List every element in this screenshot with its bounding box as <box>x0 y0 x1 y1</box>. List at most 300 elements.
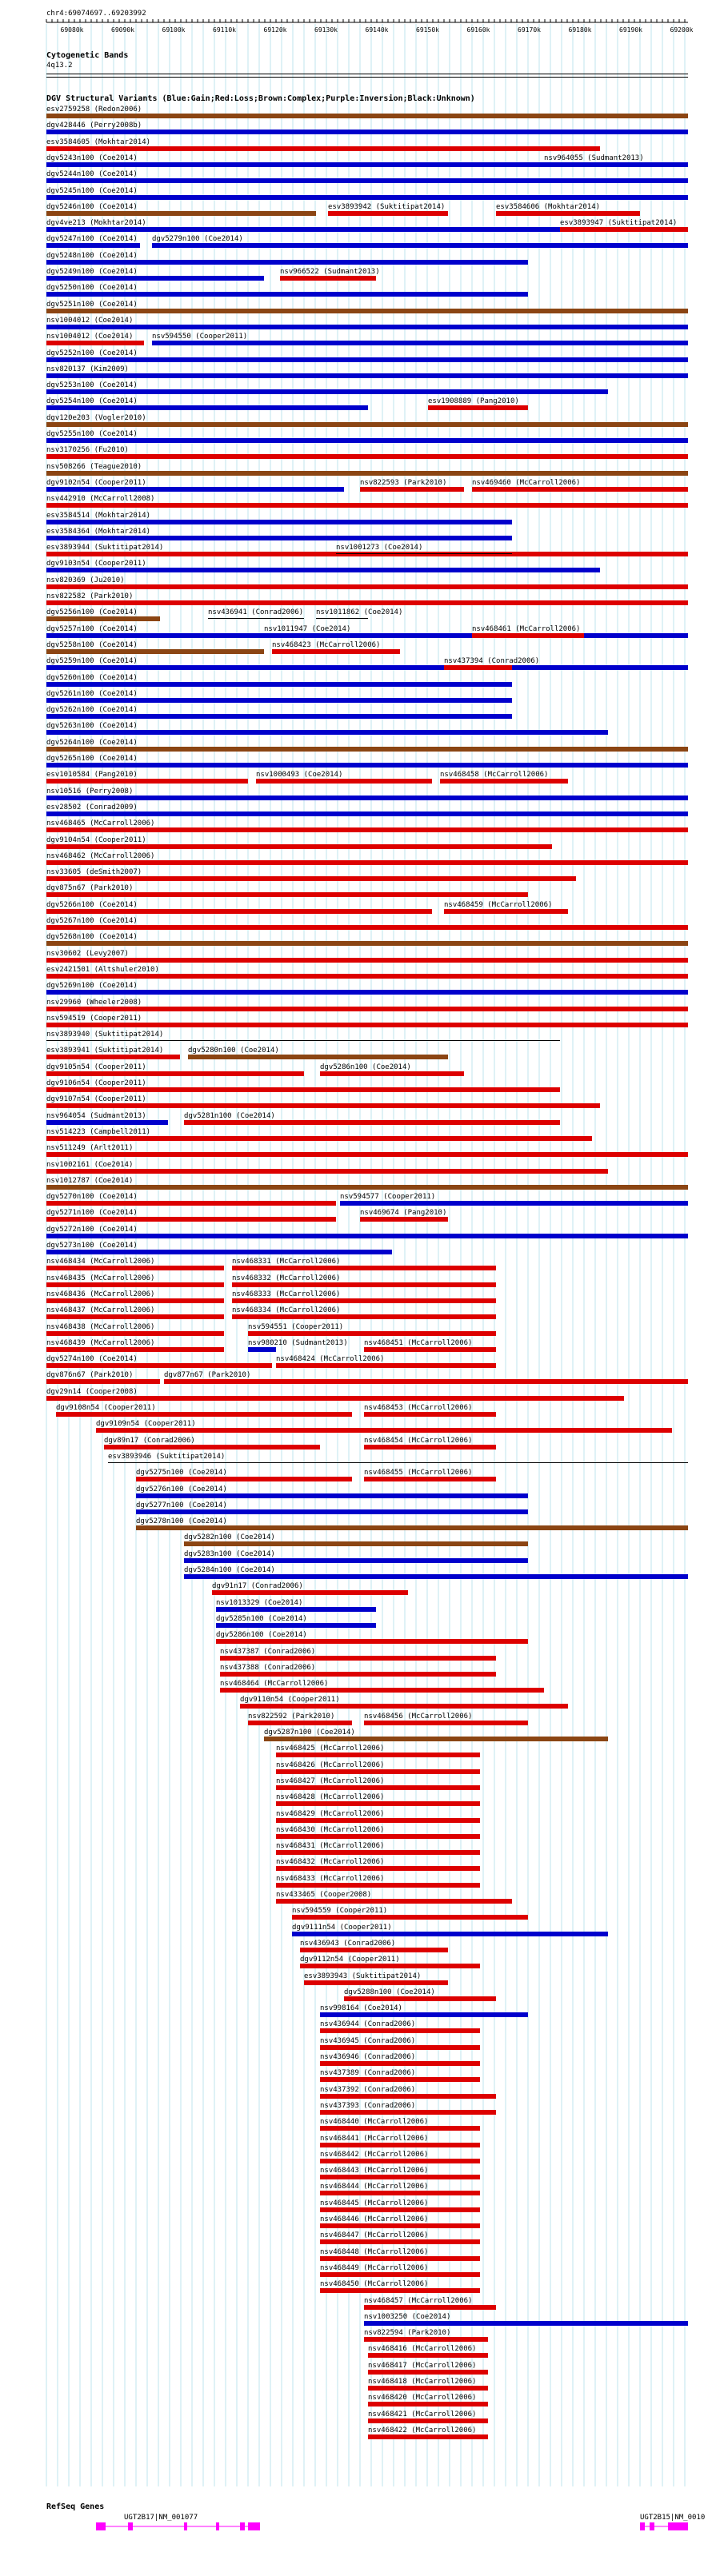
variant-bar[interactable] <box>320 2159 480 2163</box>
variant-bar[interactable] <box>46 1055 180 1059</box>
variant-bar[interactable] <box>46 730 608 735</box>
variant-label: nsv436946 (Conrad2006) <box>320 2053 416 2061</box>
variant-bar[interactable] <box>232 1314 496 1319</box>
variant-bar[interactable] <box>46 405 368 410</box>
variant-label: nsv594551 (Cooper2011) <box>248 1322 344 1331</box>
variant-bar[interactable] <box>46 1298 224 1303</box>
variant-label: dgv5287n100 (Coe2014) <box>264 1729 355 1737</box>
variant-label: nsv3893940 (Suktitipat2014) <box>46 1031 164 1039</box>
variant-label: nsv468420 (McCarroll2006) <box>368 2394 477 2403</box>
variant-bar[interactable] <box>46 146 600 151</box>
variant-bar[interactable] <box>276 1818 480 1823</box>
gene-model <box>0 2510 712 2558</box>
variant-bar[interactable] <box>104 1445 320 1449</box>
variant-bar[interactable] <box>216 1639 528 1644</box>
gene-exon <box>184 2522 187 2530</box>
variant-label: dgv5244n100 (Coe2014) <box>46 170 138 179</box>
variant-bar[interactable] <box>320 2143 480 2147</box>
variant-bar[interactable] <box>46 1282 224 1287</box>
variant-label: nsv1004012 (Coe2014) <box>46 333 134 341</box>
variant-bar[interactable] <box>46 958 688 963</box>
variant-bar[interactable] <box>220 1656 496 1661</box>
cytoband-label: 4q13.2 <box>46 62 73 70</box>
gene-exon <box>240 2522 245 2530</box>
variant-bar[interactable] <box>46 892 528 897</box>
variant-label: dgv5254n100 (Coe2014) <box>46 397 138 406</box>
variant-bar[interactable] <box>46 941 688 946</box>
variant-bar[interactable] <box>46 763 688 768</box>
variant-bar[interactable] <box>46 1314 224 1319</box>
gene-label[interactable]: UGT2B17|NM_001077 <box>124 2514 198 2522</box>
tick-label: 69150k <box>416 26 439 34</box>
variant-label: esv3893947 (Suktitipat2014) <box>560 219 678 228</box>
variant-label: nsv468445 (McCarroll2006) <box>320 2199 429 2207</box>
variant-label: dgv5284n100 (Coe2014) <box>184 1566 275 1574</box>
variant-bar[interactable] <box>248 1331 496 1336</box>
variant-bar[interactable] <box>292 1915 528 1920</box>
variant-bar[interactable] <box>368 2386 488 2391</box>
variant-bar[interactable] <box>212 1590 408 1595</box>
variant-bar[interactable] <box>320 2223 480 2228</box>
variant-bar[interactable] <box>46 471 688 476</box>
variant-bar[interactable] <box>46 1266 224 1270</box>
variant-label: dgv9106n54 (Cooper2011) <box>46 1079 146 1087</box>
variant-label: nsv820369 (Ju2010) <box>46 576 125 584</box>
variant-bar[interactable] <box>208 618 304 619</box>
variant-bar[interactable] <box>220 1688 544 1693</box>
variant-bar[interactable] <box>46 1120 168 1125</box>
variant-label: nsv1011947 (Coe2014) <box>264 624 351 633</box>
variant-label: dgv5271n100 (Coe2014) <box>46 1209 138 1218</box>
variant-label: esv3584605 (Mokhtar2014) <box>46 138 151 146</box>
variant-label: nsv820137 (Kim2009) <box>46 365 129 373</box>
variant-label: nsv966522 (Sudmant2013) <box>280 268 380 276</box>
variant-label: dgv5267n100 (Coe2014) <box>46 917 138 925</box>
locus-label: chr4:69074697..69203992 <box>46 10 146 18</box>
variant-bar[interactable] <box>364 2305 496 2310</box>
variant-label: nsv468442 (McCarroll2006) <box>320 2150 429 2159</box>
variant-bar[interactable] <box>544 162 688 167</box>
variant-bar[interactable] <box>472 633 584 638</box>
variant-bar[interactable] <box>136 1477 352 1481</box>
variant-bar[interactable] <box>340 1201 688 1206</box>
variant-bar[interactable] <box>46 1217 336 1222</box>
variant-bar[interactable] <box>276 1850 480 1855</box>
variant-bar[interactable] <box>46 243 140 248</box>
variant-label: nsv468427 (McCarroll2006) <box>276 1776 385 1785</box>
variant-label: nsv964054 (Sudmant2013) <box>46 1111 146 1120</box>
variant-bar[interactable] <box>46 827 688 832</box>
variant-label: nsv980210 (Sudmant2013) <box>248 1338 348 1347</box>
gene-label[interactable]: UGT2B15|NM_0010 <box>640 2514 706 2522</box>
variant-label: esv2759258 (Redon2006) <box>46 106 142 114</box>
variant-label: dgv5277n100 (Coe2014) <box>136 1501 227 1509</box>
variant-label: esv3584514 (Mokhtar2014) <box>46 511 151 520</box>
gene-exon <box>640 2522 645 2530</box>
variant-bar[interactable] <box>360 487 464 492</box>
variant-bar[interactable] <box>46 1136 592 1141</box>
variant-label: nsv468456 (McCarroll2006) <box>364 1712 473 1721</box>
variant-bar[interactable] <box>232 1298 496 1303</box>
variant-label: nsv468433 (McCarroll2006) <box>276 1874 385 1883</box>
variant-bar[interactable] <box>276 1883 480 1888</box>
variant-bar[interactable] <box>46 600 688 605</box>
variant-bar[interactable] <box>96 1428 672 1433</box>
variant-label: nsv468434 (McCarroll2006) <box>46 1258 155 1266</box>
variant-label: nsv468446 (McCarroll2006) <box>320 2215 429 2223</box>
variant-bar[interactable] <box>248 1347 276 1352</box>
variant-label: dgv5256n100 (Coe2014) <box>46 608 138 617</box>
variant-bar[interactable] <box>320 2239 480 2244</box>
variant-label: nsv468465 (McCarroll2006) <box>46 819 155 828</box>
variant-label: dgv5281n100 (Coe2014) <box>184 1111 275 1120</box>
variant-bar[interactable] <box>46 1071 304 1076</box>
variant-label: nsv437389 (Conrad2006) <box>320 2069 416 2078</box>
variant-bar[interactable] <box>300 1948 448 1952</box>
variant-label: dgv5274n100 (Coe2014) <box>46 1355 138 1364</box>
variant-bar[interactable] <box>276 1753 480 1757</box>
variant-bar[interactable] <box>46 130 688 134</box>
variant-bar[interactable] <box>276 1899 512 1904</box>
variant-bar[interactable] <box>320 2028 480 2033</box>
variant-label: nsv468428 (McCarroll2006) <box>276 1793 385 1802</box>
variant-bar[interactable] <box>46 1103 600 1108</box>
variant-bar[interactable] <box>46 195 688 200</box>
variant-bar[interactable] <box>368 2402 488 2407</box>
variant-bar[interactable] <box>46 1007 688 1011</box>
variant-bar[interactable] <box>320 2126 480 2131</box>
variant-bar[interactable] <box>320 2207 480 2212</box>
variant-bar[interactable] <box>46 1250 392 1254</box>
variant-label: nsv33605 (deSmith2007) <box>46 868 142 877</box>
variant-bar[interactable] <box>232 1266 496 1270</box>
variant-label: dgv5263n100 (Coe2014) <box>46 722 138 731</box>
variant-label: nsv594559 (Cooper2011) <box>292 1907 388 1916</box>
variant-bar[interactable] <box>320 2045 480 2050</box>
variant-bar[interactable] <box>320 2272 480 2277</box>
variant-bar[interactable] <box>46 990 688 995</box>
variant-bar[interactable] <box>46 665 688 670</box>
variant-bar[interactable] <box>276 1785 480 1790</box>
variant-label: dgv5279n100 (Coe2014) <box>152 235 243 244</box>
variant-bar[interactable] <box>46 341 144 345</box>
variant-bar[interactable] <box>46 649 264 654</box>
variant-label: nsv1002161 (Coe2014) <box>46 1160 134 1169</box>
variant-bar[interactable] <box>46 860 688 865</box>
variant-label: nsv437388 (Conrad2006) <box>220 1663 316 1672</box>
variant-bar[interactable] <box>320 2061 480 2066</box>
variant-bar[interactable] <box>46 1087 560 1092</box>
variant-label: nsv436943 (Conrad2006) <box>300 1939 396 1948</box>
variant-label: nsv468451 (McCarroll2006) <box>364 1338 473 1347</box>
variant-bar[interactable] <box>46 552 688 556</box>
variant-bar[interactable] <box>46 1234 688 1238</box>
variant-bar[interactable] <box>364 1445 496 1449</box>
variant-bar[interactable] <box>152 341 688 345</box>
variant-bar[interactable] <box>444 909 568 914</box>
variant-bar[interactable] <box>344 1996 496 2001</box>
variant-label: nsv468453 (McCarroll2006) <box>364 1404 473 1412</box>
variant-bar[interactable] <box>184 1541 528 1546</box>
variant-label: nsv514223 (Campbell2011) <box>46 1127 151 1136</box>
variant-bar[interactable] <box>264 1737 608 1741</box>
variant-label: nsv822593 (Park2010) <box>360 478 447 487</box>
variant-bar[interactable] <box>46 276 264 281</box>
variant-bar[interactable] <box>46 536 512 540</box>
variant-label: esv1908889 (Pang2010) <box>428 397 519 406</box>
variant-bar[interactable] <box>256 779 432 784</box>
tick-label: 69140k <box>365 26 389 34</box>
variant-bar[interactable] <box>46 260 528 265</box>
variant-bar[interactable] <box>46 1152 688 1157</box>
variant-label: dgv5253n100 (Coe2014) <box>46 381 138 390</box>
variant-bar[interactable] <box>46 1347 224 1352</box>
variant-bar[interactable] <box>46 1169 608 1174</box>
variant-label: dgv5278n100 (Coe2014) <box>136 1517 227 1526</box>
variant-bar[interactable] <box>46 487 344 492</box>
variant-label: dgv875n67 (Park2010) <box>46 884 134 893</box>
variant-bar[interactable] <box>320 2110 496 2115</box>
variant-bar[interactable] <box>472 487 688 492</box>
variant-bar[interactable] <box>46 682 512 687</box>
variant-bar[interactable] <box>184 1574 688 1579</box>
variant-label: nsv468458 (McCarroll2006) <box>440 771 549 780</box>
variant-bar[interactable] <box>276 1834 480 1839</box>
variant-bar[interactable] <box>368 2418 488 2423</box>
variant-bar[interactable] <box>46 616 160 621</box>
variant-bar[interactable] <box>316 618 368 619</box>
variant-label: nsv468441 (McCarroll2006) <box>320 2134 429 2143</box>
variant-label: esv3893943 (Suktitipat2014) <box>304 1972 422 1980</box>
gene-exon <box>96 2522 106 2530</box>
variant-bar[interactable] <box>136 1493 528 1498</box>
variant-bar[interactable] <box>46 454 688 459</box>
variant-bar[interactable] <box>276 1363 496 1368</box>
variant-bar[interactable] <box>364 2321 688 2326</box>
variant-label: nsv468334 (McCarroll2006) <box>232 1306 341 1315</box>
variant-label: nsv436944 (Conrad2006) <box>320 2020 416 2029</box>
variant-label: nsv436941 (Conrad2006) <box>208 608 304 617</box>
variant-bar[interactable] <box>292 1932 608 1936</box>
variant-bar[interactable] <box>46 1363 272 1368</box>
tick-label: 69090k <box>111 26 134 34</box>
variant-bar[interactable] <box>276 1801 480 1806</box>
tick-label: 69170k <box>518 26 541 34</box>
variant-label: nsv822592 (Park2010) <box>248 1712 335 1721</box>
variant-label: nsv822594 (Park2010) <box>364 2329 451 2338</box>
variant-bar[interactable] <box>46 876 576 881</box>
variant-bar[interactable] <box>46 438 688 443</box>
variant-bar[interactable] <box>46 114 688 118</box>
variant-bar[interactable] <box>272 649 400 654</box>
variant-bar[interactable] <box>46 1331 224 1336</box>
variant-bar[interactable] <box>46 925 688 930</box>
variant-bar[interactable] <box>444 665 512 670</box>
variant-bar[interactable] <box>440 779 568 784</box>
variant-label: dgv4ve213 (Mokhtar2014) <box>46 219 146 228</box>
variant-bar[interactable] <box>46 584 688 589</box>
variant-bar[interactable] <box>46 909 432 914</box>
variant-label: nsv468461 (McCarroll2006) <box>472 624 581 633</box>
variant-bar[interactable] <box>46 1040 560 1041</box>
variant-label: nsv468430 (McCarroll2006) <box>276 1825 385 1834</box>
tick-label: 69130k <box>314 26 338 34</box>
variant-bar[interactable] <box>364 1477 496 1481</box>
variant-bar[interactable] <box>216 1607 376 1612</box>
variant-bar[interactable] <box>248 1721 352 1725</box>
variant-bar[interactable] <box>320 2191 480 2195</box>
variant-label: dgv5248n100 (Coe2014) <box>46 251 138 260</box>
variant-label: dgv5259n100 (Coe2014) <box>46 657 138 666</box>
variant-bar[interactable] <box>46 974 688 979</box>
variant-bar[interactable] <box>46 779 248 784</box>
variant-label: nsv29960 (Wheeler2008) <box>46 998 142 1007</box>
variant-bar[interactable] <box>46 357 688 362</box>
variant-bar[interactable] <box>46 1023 688 1027</box>
variant-label: nsv469460 (McCarroll2006) <box>472 478 581 487</box>
variant-bar[interactable] <box>46 747 688 752</box>
variant-bar[interactable] <box>46 422 688 427</box>
variant-label: dgv5262n100 (Coe2014) <box>46 706 138 715</box>
variant-label: dgv428446 (Perry2008b) <box>46 122 142 130</box>
variant-bar[interactable] <box>46 1201 336 1206</box>
variant-bar[interactable] <box>46 211 316 216</box>
variant-bar[interactable] <box>560 227 688 232</box>
variant-bar[interactable] <box>320 2077 480 2082</box>
variant-bar[interactable] <box>188 1055 448 1059</box>
tick-label: 69110k <box>213 26 236 34</box>
variant-bar[interactable] <box>320 2094 496 2099</box>
variant-bar[interactable] <box>364 1347 496 1352</box>
variant-bar[interactable] <box>46 292 528 297</box>
variant-bar[interactable] <box>428 405 528 410</box>
variant-bar[interactable] <box>364 2337 488 2342</box>
variant-label: dgv5266n100 (Coe2014) <box>46 900 138 909</box>
variant-bar[interactable] <box>46 325 688 329</box>
variant-label: nsv468447 (McCarroll2006) <box>320 2231 429 2240</box>
variant-label: dgv5270n100 (Coe2014) <box>46 1193 138 1202</box>
variant-label: esv28502 (Conrad2009) <box>46 803 138 811</box>
variant-bar[interactable] <box>46 811 688 816</box>
tick-label: 69200k <box>670 26 694 34</box>
variant-bar[interactable] <box>46 698 512 703</box>
variant-label: nsv468459 (McCarroll2006) <box>444 900 553 909</box>
variant-bar[interactable] <box>320 2256 480 2261</box>
variant-bar[interactable] <box>46 796 688 800</box>
variant-bar[interactable] <box>280 276 376 281</box>
variant-bar[interactable] <box>328 211 448 216</box>
variant-bar[interactable] <box>368 2434 488 2439</box>
variant-bar[interactable] <box>152 243 688 248</box>
variant-bar[interactable] <box>232 1282 496 1287</box>
variant-label: nsv469674 (Pang2010) <box>360 1209 447 1218</box>
variant-bar[interactable] <box>184 1120 560 1125</box>
variant-bar[interactable] <box>46 389 608 394</box>
variant-bar[interactable] <box>46 714 512 719</box>
variant-bar[interactable] <box>46 844 552 849</box>
variant-bar[interactable] <box>368 2353 488 2358</box>
variant-bar[interactable] <box>46 373 688 378</box>
variant-label: nsv1012787 (Coe2014) <box>46 1176 134 1185</box>
variant-label: dgv5269n100 (Coe2014) <box>46 982 138 991</box>
variant-label: nsv594550 (Cooper2011) <box>152 333 248 341</box>
variant-bar[interactable] <box>136 1509 528 1514</box>
variant-label: dgv120e203 (Vogler2010) <box>46 413 146 422</box>
gene-exon <box>128 2522 133 2530</box>
variant-bar[interactable] <box>46 1379 160 1384</box>
variant-label: dgv5275n100 (Coe2014) <box>136 1469 227 1477</box>
variant-label: dgv5264n100 (Coe2014) <box>46 738 138 747</box>
variant-label: esv3893946 (Suktitipat2014) <box>108 1452 226 1461</box>
variant-label: dgv5282n100 (Coe2014) <box>184 1533 275 1542</box>
variant-label: nsv468418 (McCarroll2006) <box>368 2378 477 2386</box>
variant-bar[interactable] <box>164 1379 688 1384</box>
variant-label: esv3893942 (Suktitipat2014) <box>328 202 446 211</box>
variant-label: dgv9104n54 (Cooper2011) <box>46 835 146 844</box>
variant-bar[interactable] <box>184 1558 528 1563</box>
variant-bar[interactable] <box>136 1525 688 1530</box>
variant-label: nsv468424 (McCarroll2006) <box>276 1355 385 1364</box>
variant-label: dgv5286n100 (Coe2014) <box>320 1063 411 1071</box>
variant-bar[interactable] <box>46 568 600 572</box>
dgv-title: DGV Structural Variants (Blue:Gain;Red:Loss;Brown:Complex;Purple:Inversion;Black:Unknown) <box>46 94 475 103</box>
variant-bar[interactable] <box>496 211 640 216</box>
variant-label: dgv5260n100 (Coe2014) <box>46 673 138 682</box>
variant-label: dgv9112n54 (Cooper2011) <box>300 1956 400 1964</box>
variant-label: nsv437392 (Conrad2006) <box>320 2085 416 2094</box>
tick-label: 69120k <box>263 26 287 34</box>
variant-label: nsv468416 (McCarroll2006) <box>368 2345 477 2354</box>
variant-label: nsv468417 (McCarroll2006) <box>368 2361 477 2370</box>
variant-label: esv3584364 (Mokhtar2014) <box>46 527 151 536</box>
variant-bar[interactable] <box>240 1704 568 1709</box>
variant-bar[interactable] <box>216 1623 376 1628</box>
variant-label: nsv468438 (McCarroll2006) <box>46 1322 155 1331</box>
variant-bar[interactable] <box>360 1217 448 1222</box>
variant-bar[interactable] <box>264 633 440 638</box>
variant-bar[interactable] <box>368 2370 488 2375</box>
variant-bar[interactable] <box>46 178 688 183</box>
variant-bar[interactable] <box>108 1462 688 1463</box>
variant-label: nsv468448 (McCarroll2006) <box>320 2247 429 2256</box>
variant-bar[interactable] <box>46 520 512 524</box>
variant-bar[interactable] <box>320 2288 480 2293</box>
variant-bar[interactable] <box>320 2175 480 2179</box>
variant-bar[interactable] <box>320 1071 464 1076</box>
variant-label: nsv468425 (McCarroll2006) <box>276 1745 385 1753</box>
variant-bar[interactable] <box>304 1980 448 1985</box>
variant-bar[interactable] <box>364 1412 496 1417</box>
variant-bar[interactable] <box>220 1672 496 1677</box>
variant-label: nsv468429 (McCarroll2006) <box>276 1809 385 1818</box>
variant-bar[interactable] <box>364 1721 528 1725</box>
variant-bar[interactable] <box>46 1185 688 1190</box>
variant-label: nsv468331 (McCarroll2006) <box>232 1258 341 1266</box>
cytoband-title: Cytogenetic Bands <box>46 51 129 60</box>
variant-bar[interactable] <box>336 553 512 554</box>
variant-bar[interactable] <box>46 1396 624 1401</box>
variant-bar[interactable] <box>46 503 688 508</box>
variant-bar[interactable] <box>276 1769 480 1774</box>
variant-bar[interactable] <box>276 1866 480 1871</box>
variant-bar[interactable] <box>46 309 688 313</box>
variant-bar[interactable] <box>300 1964 480 1968</box>
tick-label: 69190k <box>619 26 642 34</box>
variant-label: dgv5249n100 (Coe2014) <box>46 268 138 276</box>
variant-bar[interactable] <box>320 2012 528 2017</box>
variant-label: nsv468444 (McCarroll2006) <box>320 2183 429 2191</box>
variant-bar[interactable] <box>56 1412 352 1417</box>
